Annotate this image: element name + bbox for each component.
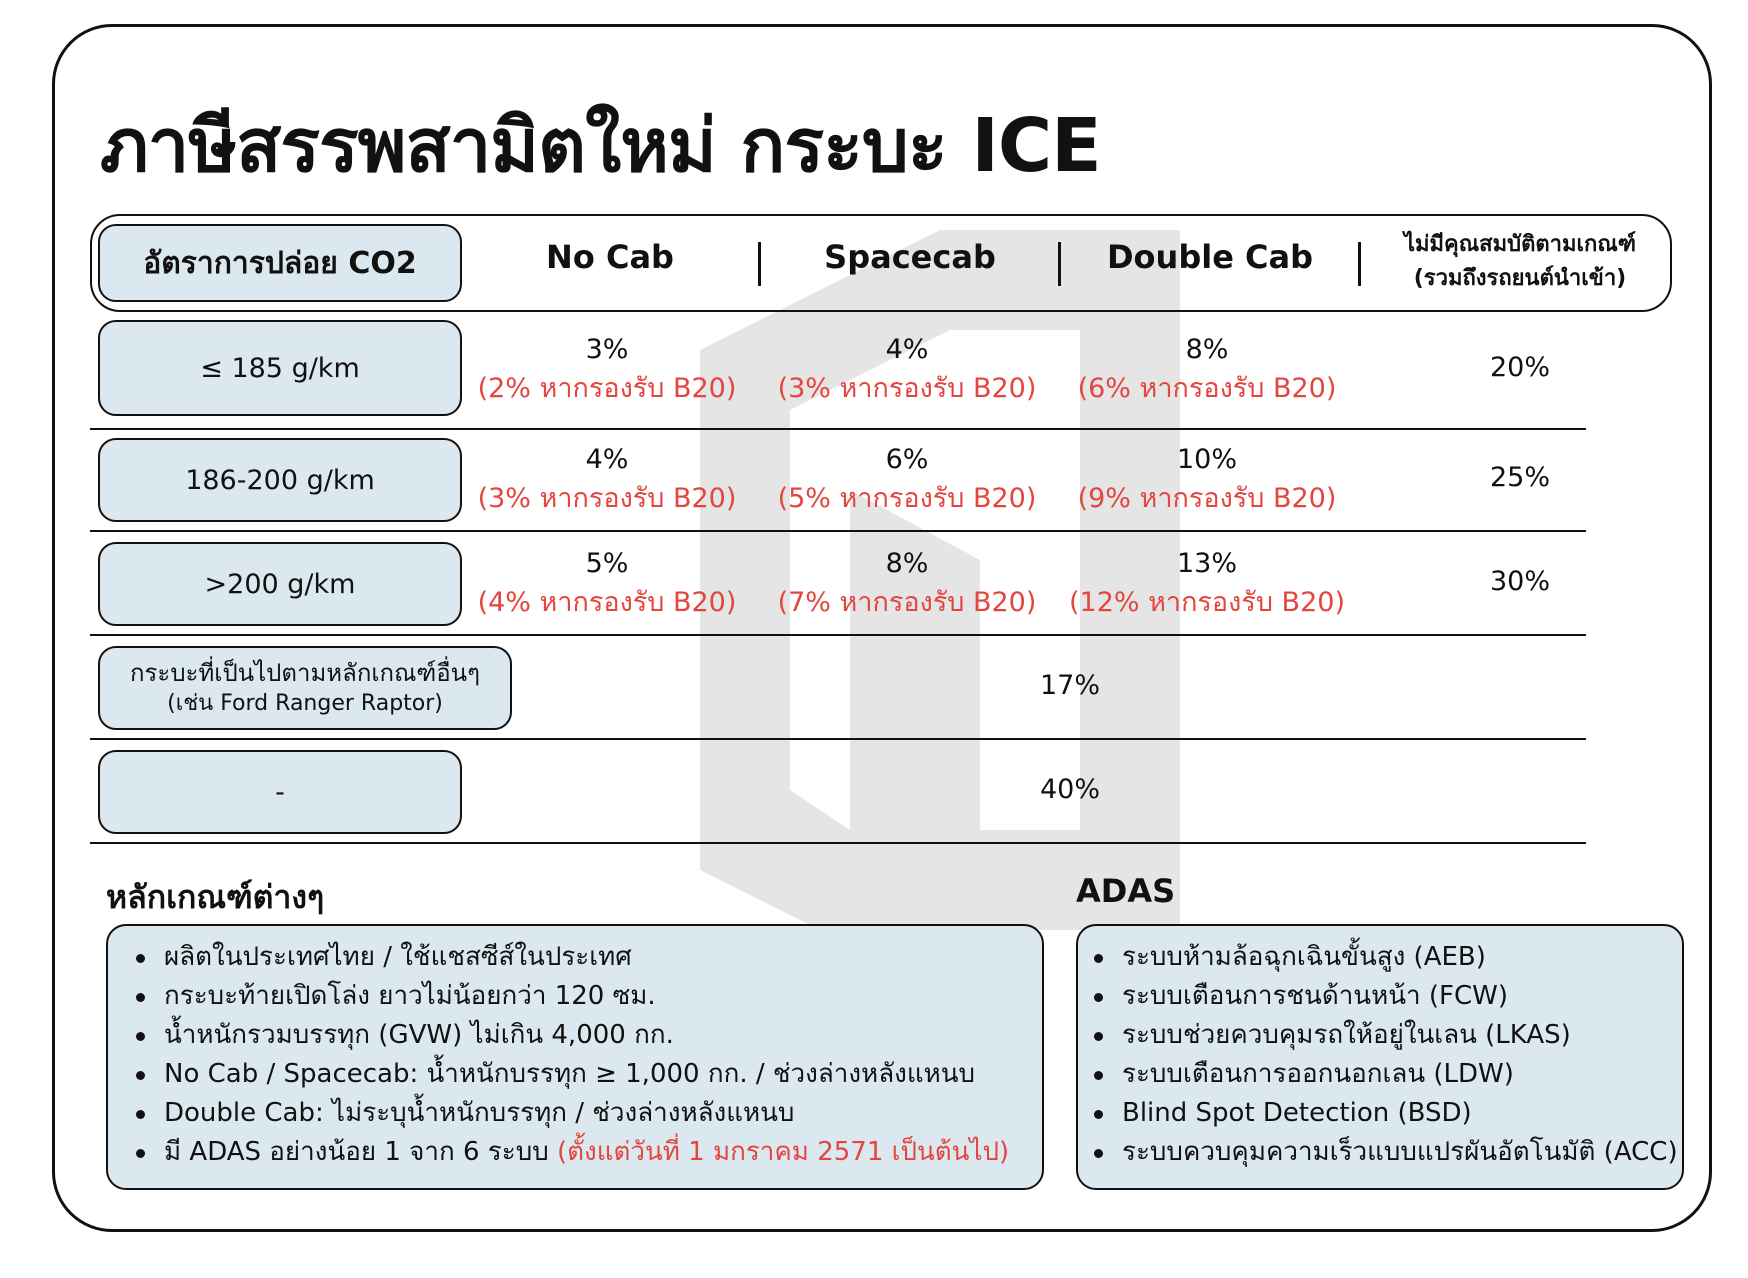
row-label-other-line2: (เช่น Ford Ranger Raptor) [167,691,443,717]
rate-value: 6% [885,444,929,475]
adas-item: ระบบห้ามล้อฉุกเฉินขั้นสูง (AEB) [1086,938,1674,977]
rate-cell [452,440,762,518]
rate-cell [752,330,1062,408]
rate-cell [1052,440,1362,518]
b20-rate: (4% หากรองรับ B20) [477,587,737,619]
rate-cell [452,330,762,408]
column-header-double-cab: Double Cab [1106,238,1314,276]
rate-cell [752,440,1062,518]
rate-cell [452,544,762,622]
adas-item: ระบบช่วยควบคุมรถให้อยู่ในเลน (LKAS) [1086,1016,1674,1055]
criteria-item: ผลิตในประเทศไทย / ใช้แชสซีส์ในประเทศ [128,938,1022,977]
row-header-label: อัตราการปล่อย CO2 [98,224,462,302]
column-header-spacecab: Spacecab [824,238,996,276]
adas-title: ADAS [1076,872,1176,910]
column-header-no-cab: No Cab [546,238,674,276]
row-label-other [98,646,512,730]
b20-rate: (3% หากรองรับ B20) [777,373,1037,405]
rate-value: 10% [1176,444,1237,475]
adas-item: ระบบเตือนการชนด้านหน้า (FCW) [1086,977,1674,1016]
criteria-item: No Cab / Spacecab: น้ำหนักบรรทุก ≥ 1,000 กก. / ช่วงล่างหลังแหนบ [128,1055,1022,1094]
rate-cell [1052,544,1362,622]
rate-cell [1052,330,1362,408]
b20-rate: (7% หากรองรับ B20) [777,587,1037,619]
row-divider [90,428,1586,430]
b20-rate: (5% หากรองรับ B20) [777,483,1037,515]
criteria-item-adas-date: (ตั้งแต่วันที่ 1 มกราคม 2571 เป็นต้นไป) [557,1137,1010,1167]
criteria-item: กระบะท้ายเปิดโล่ง ยาวไม่น้อยกว่า 120 ซม. [128,977,1022,1016]
rate-value: 4% [585,444,629,475]
row-label-186-200: 186-200 g/km [98,438,462,522]
rate-cell [752,544,1062,622]
column-divider [1358,242,1361,286]
row-divider [90,634,1586,636]
b20-rate: (2% หากรองรับ B20) [477,373,737,405]
rate-value: 5% [585,548,629,579]
column-header-non-qualified [1370,228,1670,296]
adas-item: ระบบควบคุมความเร็วแบบแปรผันอัตโนมัติ (ACC) [1086,1133,1674,1172]
column-header-non-qualified-line2: (รวมถึงรถยนต์นำเข้า) [1413,266,1627,292]
row-divider [90,842,1586,844]
criteria-list [128,938,1022,1172]
non-qualified-rate: 25% [1489,462,1550,493]
row-label-other-line1: กระบะที่เป็นไปตามหลักเกณฑ์อื่นๆ [130,658,480,687]
row-label-le185: ≤ 185 g/km [98,320,462,416]
rate-value: 3% [585,334,629,365]
criteria-title: หลักเกณฑ์ต่างๆ [106,878,325,916]
non-qualified-rate: 20% [1489,352,1550,383]
row-label-dash: - [98,750,462,834]
column-header-non-qualified-line1: ไม่มีคุณสมบัติตามเกณฑ์ [1403,232,1637,257]
rate-value: 13% [1176,548,1237,579]
b20-rate: (6% หากรองรับ B20) [1077,373,1337,405]
adas-box [1076,924,1684,1190]
rate-value: 8% [885,548,929,579]
rate-value: 8% [1185,334,1229,365]
row-label-gt200: >200 g/km [98,542,462,626]
adas-item: ระบบเตือนการออกนอกเลน (LDW) [1086,1055,1674,1094]
rate-value: 4% [885,334,929,365]
criteria-item-adas [128,1133,1022,1172]
b20-rate: (3% หากรองรับ B20) [477,483,737,515]
row-divider [90,530,1586,532]
criteria-item: Double Cab: ไม่ระบุน้ำหนักบรรทุก / ช่วงล่างหลังแหนบ [128,1094,1022,1133]
page-title: ภาษีสรรพสามิตใหม่ กระบะ ICE [100,103,1101,189]
criteria-item-adas-text: มี ADAS อย่างน้อย 1 จาก 6 ระบบ [164,1137,557,1167]
dash-rate: 40% [1039,774,1100,805]
other-rate: 17% [1039,670,1100,701]
criteria-item: น้ำหนักรวมบรรทุก (GVW) ไม่เกิน 4,000 กก. [128,1016,1022,1055]
adas-list [1086,938,1678,1172]
criteria-box [106,924,1044,1190]
non-qualified-rate: 30% [1489,566,1550,597]
b20-rate: (9% หากรองรับ B20) [1077,483,1337,515]
adas-item: Blind Spot Detection (BSD) [1086,1094,1674,1133]
b20-rate: (12% หากรองรับ B20) [1069,587,1345,619]
row-divider [90,738,1586,740]
